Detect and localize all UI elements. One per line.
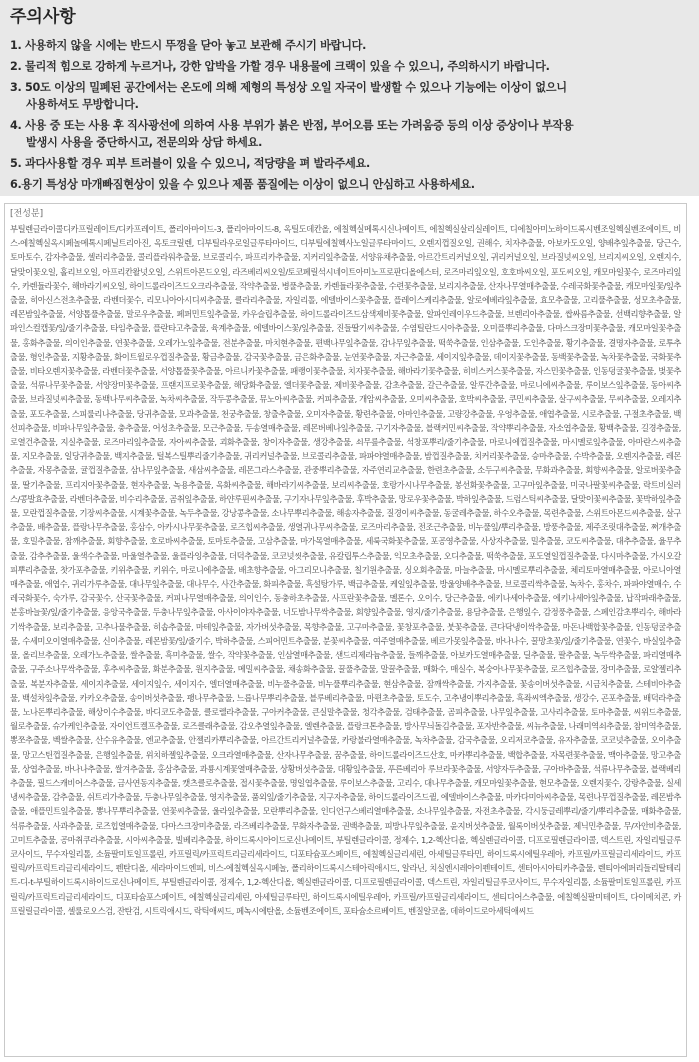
caution-list (10, 37, 689, 193)
caution-item-2 (10, 58, 689, 75)
caution-item-6 (10, 176, 689, 193)
caution-item-text: 4. 사용 중 또는 사용 후 직사광선에 의하여 사용 부위가 붉은 반점, 부어오름 또는 가려움증 등의 이상 증상이나 부작용 (10, 119, 574, 132)
caution-item-4 (10, 117, 689, 151)
caution-item-text-continued: 발생시 사용을 중단하시고, 전문의와 상담 하세요. (26, 136, 263, 149)
ingredients-box (4, 203, 687, 1057)
caution-item-text: 3. 50도 이상의 밀폐된 공간에서는 온도에 의해 제형의 특성상 오일 자국이 발생할 수 있으나 기능에는 이상이 없으니 (10, 81, 567, 94)
caution-item-text: 2. 물리적 힘으로 강하게 누르거나, 강한 압박을 가할 경우 내용물에 크랙이 있을 수 있으니, 주의하시기 바랍니다. (10, 60, 550, 73)
caution-item-5 (10, 155, 689, 172)
caution-item-1 (10, 37, 689, 54)
caution-panel (0, 0, 699, 196)
caution-item-text: 5. 과다사용할 경우 피부 트러블이 있을 수 있으니, 적당량을 펴 발라주세요. (10, 157, 370, 170)
caution-item-text: 1. 사용하지 않을 시에는 반드시 뚜껑을 닫아 놓고 보관해 주시기 바랍니다. (10, 39, 367, 52)
caution-item-text: 6.용기 특성상 마개빠짐현상이 있을 수 있으나 제품 품질에는 이상이 없으니 안심하고 사용하세요. (10, 178, 475, 191)
caution-title: 주의사항 (10, 7, 76, 27)
ingredients-list-text: 부틸렌글라이콜디카프릴레이트/디카프레이트, 폴리아마이드-3, 폴리아마이드-8, 옥틸도데칸올, 에칠헥실메톡시신나메이트, 에칠헥실살리실레이트, 디에칠아미노하이드록시벤조일헥실벤조에이트, 비스-에칠헥실옥시페놀메톡시페닐트리아진, 옥토크릴렌, 디부틸라우로일글루타마이드, 디부틸에칠헥사노일글루타마이드, 오렌지껍질오일, 권해수, 치자추출물, 아보카도오일, 양배추잎추출물, 당근수, 토마토수, 감자추출물, 셀러리추출물, 콜리플라워추출물, 브로콜리수, 파프리카추출물, 지커리잎추출물, 서양유채추출물, 아르간트리커널오일, 귀리커널오일, 브라질넛씨오일, 브리지씨오일, 오렌지수, 달맞이꽃오일, 홀리브오일, 아프리칸왈넛오일, 스위트아몬드오일, 라즈베리씨오일/토코페릴석시네이트아미노프로판디올에스터, 로즈마리잎오일, 호호바씨오일, 포도씨오일, 캐모마일꽃수, 로즈마리잎수, 카렌듈라꽃수, 해바라기씨오일, 하이드롤라이즈드오크라추출물, 작약추출물, 병풀추출물, 카렌듈라꽃추출물, 수련꽃추출물, 보리지추출물, 산자나무열매추출물, 수레국화꽃추출물, 캐모마일꽃/잎추출물, 히아신스전초추출물, 라벤더꽃수, 리모니아아시디씨추출물, 클라리추출물, 자일리톨, 에델바이스꽃추출물, 플레이스케리추출물, 알로에베라잎추출물, 효모추출물, 고리풀추출물, 성모초추출물, 레몬밤잎추출물, 서양톱풀추출물, 말로우추출물, 페퍼민트잎추출물, 카우슬립추출물, 하이드롤라이즈드삼색제비꽃추출물, 알파인레이우드추출물, 브렌리아추출물, 쌉싸름추출물, 선백리향추출물, 알파인스컬캡꽃/잎/줄기추출물, 타임추출물, 플란타고추출물, 육계추출물, 에델바이스꽃/잎추출물, 진들딸기씨추출물, 수염틸란드시아추출물, 오미플뿌리추출물, 다마스크장미꽃추출물, 캐모마일꽃추출물, 홍화추출물, 의이인추출물, 연꽃추출물, 오레가노잎추출물, 전분추출물, 마치현추출물, 편백나무잎추출물, 감나무잎추출물, 떡쑥추출물, 인삼추출물, 도인추출물, 황기추출물, 결명자추출물, 로투추출물, 형인추출물, 지황추출물, 화이트윌로우껍질추출물, 황금추출물, 감국꽃추출물, 금은화추출물, 눈연꽃추출물, 자근추출물, 세이지잎추출물, 데이지꽃추출물, 동백꽃추출물, 녹차꽃추출물, 국화꽃추출물, 비타오렌지꽃추출물, 라벤더꽃추출물, 서양톱풀꽃추출물, 아르니카꽃추출물, 패랭이꽃추출물, 치자꽃추출물, 해바라기꽃추출물, 히비스커스꽃추출물, 자스민꽃추출물, 인동덩굴꽃추출물, 벚꽃추출물, 석류나무꽃추출물, 서양장미꽃추출물, 프랜지프로꽃추출물, 해당화추출물, 엘더꽃추출물, 제비꽃추출물, 감초추출물, 갈근추출물, 알루간추출물, 마로니에씨추출물, 루이보스잎추출물, 동아씨추출물, 브라질넛씨추출물, 동백나무씨추출물, 녹차씨추출물, 작두콩추출물, 뮤노아씨추출물, 커피추출물, 개암씨추출물, 오미씨추출물, 호박씨추출물, 쿠민씨추출물, 살구씨추출물, 무씨추출물, 오레지추출물, 포도추출물, 스피룰리나추출물, 당귀추출물, 모과추출물, 천궁추출물, 창출추출물, 오미자추출물, 황련추출물, 아마인추출물, 고량강추출물, 우엉추출물, 애엽추출물, 시로추출물, 구절초추출물, 백선피추출물, 비파나무잎추출물, 충추출물, 어성초추출물, 모근추출물, 두송열매추출물, 레몬버베나잎추출물, 구기자추출물, 블랙커민씨추출물, 작약뿌리추출물, 자소엽추출물, 황백추출물, 길경추출물, 로열건추출물, 지실추출물, 로즈마리잎추출물, 자아씨추출물, 괴화추출물, 창이자추출물, 생강추출물, 쇠무릎추출물, 석창포뿌리/줄기추출물, 마로니에껍질추출물, 마시멜로잎추출물, 아마란스씨추출물, 지모추출물, 일당귀추출물, 백지추출물, 털복스틸뿌리줄기추출물, 귀리커널추출물, 브로콜리추출물, 파파야열매추출물, 밤껍질추출물, 치커리꽃추출물, 승마추출물, 수박추출물, 오렌지추출물, 레몬추출물, 자몽추출물, 귤껍질추출물, 삼나무잎추출물, 새삼씨추출물, 레몬그라스추출물, 관중뿌리추출물, 자주연리교추출물, 한련초추출물, 소두구씨추출물, 무화과추출물, 회향씨추출물, 알로버꽃추출물, 딸기추출물, 프리지아꽃추출물, 현자추출물, 녹용추출물, 옥화씨추출물, 해바라기씨추출물, 보리씨추출물, 호랑가시나무추출물, 봉선화꽃추출물, 고구마잎추출물, 미국나팔꽃씨추출물, 락트비실러스/콩발효추출물, 라벤더추출물, 비수리추출물, 곰취잎추출물, 하얀루핀씨추출물, 구기자나무잎추출물, 후박추출물, 망로우꽃추출물, 박하잎추출물, 드럼스틱씨추출물, 달맞이꽃씨추출물, 꽃박하잎추출물, 모란껍질추출물, 기장씨추출물, 시계꽃추출물, 녹두추출물, 강낭콩추출물, 소나무뿌리추출물, 해송자추출물, 질경이씨추출물, 동굴레추출물, 하수오추출물, 목련추출물, 스위트아몬드씨추출물, 살구추출물, 배추출물, 플랑나무추출물, 홍삼수, 아카시나무꽃추출물, 로즈힙씨추출물, 생열귀나무씨추출물, 로즈마리추출물, 전조근추출물, 비누풀잎/뿌리추출물, 방풍추출물, 제주조릿대추출물, 쪄개추출물, 호밀추출물, 참깨추출물, 회향추출물, 호로바씨추출물, 토마토추출물, 고삼추출물, 마가목열매추출물, 세룩국화꽃추출물, 포공영추출물, 사상자추출물, 밀추출물, 코도씨추출물, 대추추출물, 율무추출물, 감추추출물, 울색수추출물, 마울열추출물, 울플라잉추출물, 더덕추출물, 코코넛씻추출물, 유칼립투스추출물, 익모초추출물, 오디추출물, 떡쑥추출물, 포도열일껍질추출물, 다시마추출물, 가시오갈피뿌리추출물, 찻가포추출물, 키위추출물, 키위수, 마로니에추출물, 배초향추출물, 아그리모니추출물, 칠기원추출물, 싱오회추출물, 마늘추출물, 마시멜로뿌리추출물, 체리토마열매추출물, 아로니아열매추출물, 애엽수, 귀리가루추출물, 대나무잎추출물, 대나무수, 사간추출물, 화피추출물, 흑설탕가루, 백급추출물, 케일잎추출물, 방울양배추추출물, 브로콜리싹추출물, 녹차수, 홍차수, 파파야열매수, 수레국화꽃수, 숙가루, 감국꽃수, 산국꽃추출물, 커피나무열매추출물, 의이인수, 동충하초추출물, 사프란꽃추출물, 멜론수, 오이수, 당근추출물, 에키나세아추출물, 에키나세아잎추출물, 납작파래추출물, 분홍바늘꽃/잎/줄기추출물, 응앙국추출물, 두충나무잎추출물, 아사이야자추출물, 너도밤나무싹추출물, 회향잎추출물, 영지/줄기추출물, 용담추출물, 은행잎수, 감정풍추출물, 스페인감초뿌리수, 해바라기싹추출물, 보리추출물, 고추나물추출물, 히솝추출물, 마테잎추출물, 자가버섯추출물, 목향추출물, 고구마추출물, 꽃창포추출물, 붓꽃추출물, 큰다닥냉이싹추출물, 마돈나백합꽃추출물, 인동덩굴추출물, 수세미오이열매추출물, 신이추출물, 레몬밤꽃/잎/줄기수, 박하추출물, 스피어민트추출물, 분꽃씨추출물, 여주열매추출물, 베르가못잎추출물, 바나나수, 꿀망초꽃/잎/줄기추출물, 연꽃수, 바실잎추출물, 올리브추출물, 오레가노추출물, 쌀추출물, 흑미추출물, 쌀수, 작약꽃추출물, 인삼열매추출물, 샌드리제라늄추출물, 들깨추출물, 아보카도열매추출물, 딜추출물, 팔추출물, 녹두싹추출물, 파리열매추출물, 구주소나무싹추출물, 후추씨추출물, 화분추출물, 원지추출물, 메밀씨추출물, 채송화추출물, 꿀풀추출물, 말꿀추출물, 매화수, 매실수, 복숭아나무꽃추출물, 로즈힙추출물, 장미추출물, 로얄젤리추출물, 복분자추출물, 세이지추출물, 세이지잎수, 세이지수, 엘더열매추출물, 비누풀추출물, 비누풀뿌리추출물, 현삼추출물, 잠깨싹추출물, 가지추출물, 꽃송이버섯추출물, 시금치추출물, 스테비아추출물, 백설차잎추출물, 카카오추출물, 송이버섯추출물, 팽나무추출물, 느릅나무뿌리추출물, 블루베리추출물, 마편초추출물, 토도수, 고추냉이뿌리추출물, 흑좌씨엑추출물, 생강수, 곤포추출물, 배덕라추출물, 노나돈뿌리추출물, 해상이수추출물, 바디코도추출물, 클로렐라추출물, 구아커추출물, 큰실말추출물, 청각추출물, 검태추출물, 곰피추출물, 나무잎추출물, 고사리추출물, 토마추출물, 씨위드추출물, 월로추출물, 슈가케인추출물, 자이언트켈프추출물, 로즈클래추출물, 감오추열잎추출물, 엘렌추출물, 플랑크톤추출물, 방사무늬돌김추출물, 포자반추출물, 씨뉴추출물, 나래미역쇠추출물, 참미역추출물, 뽕쪼추출물, 벡쌀추출물, 산수유추출물, 엔교추출물, 안젤리카뿌리추출물, 아르간트리커널추출물, 카랑불라열매추출물, 녹차추출물, 감국추출물, 오리저코추출물, 유자추출물, 코코넛추출물, 오이추출물, 망고스틴껍질추출물, 은행잎추출물, 위치하젤잎추출물, 오크라열매추출물, 산자나무추출물, 꿈추출물, 하이드롤라이즈드산호, 마카뿌리추출물, 백합추출물, 자목련꽃추출물, 맥아추출물, 망고추출물, 상엽추출물, 바나나추출물, 쌀겨추출물, 홍삼추출물, 과룡시계꽃열매추출물, 상황버섯추출물, 대황잎추출물, 푸른베리아 루브라꽃추출물, 서양자두추출물, 구아바추출물, 석류나무추출물, 블랙베리추출물, 필드스캐비어스추출물, 금사연동지추출물, 캣츠클로추출물, 접시꽃추출물, 명일엽추출물, 루이보스추출물, 고리수, 대나무추출물, 캐모마일꽃추출물, 현모추출물, 오렌지꽃수, 강랑추출물, 실세냉씨추출물, 감추출물, 쉬트리가추출물, 두충나무잎추출물, 영지추출물, 품외잎/줄기추출물, 지구자추출물, 하이드롤라이즈드퀼, 에델바이스추출물, 마카다미아씨추출물, 목련나무껍질추출물, 레몬밤추출물, 애플민트잎추출물, 뽕나무뿌리추출물, 연꽃씨추출물, 울라잎추출물, 모란뿌리추출물, 인디언구스베리열매추출물, 소나무잎추출물, 자전초추출물, 각시둥글레뿌리/줄기/뿌리추출물, 매화추출물, 석류추출물, 사과추출물, 로즈힙열매추출물, 다마스크장미추출물, 라즈베리추출물, 무화자추출물, 권백추출물, 피방나무잎추출물, 윤지버섯추출물, 월록이버섯추출물, 제닉민추출물, 무/자안비추출물, 고미트추출물, 공마취쿠라추출물, 시아씨추출물, 빌베리추출물, 하이드록시아이드로신나메이트, 부틸렌글라이콜, 정제수, 1,2-헥산디올, 헥실렌글라이콜, 디프로필렌글라이콜, 덱스트린, 자일리틸글루코사이드, 무수자일리톨, 소듐팔미토일프롤린, 카프릴릭/카프릭트리글리세라이드, 디포타슘포스페이트, 에칠헥실글리세린, 아세틸글루타민, 하이드록시에틸우레아, 카프릴/카프릴글리세라이드, 카프릴릭/카프릭트리글리세라이드, 펜탄디올, 세라마이드엔피, 비스-에칠헥실옥시페놀, 폴리하이드록시스테아릭애시드, 알라닌, 치실엔시레아이펜테이트, 센터아시아티카추출물, 렌티아에퍼리들리탈테리트-디-t-부틸하이드록시하이드로신나메이트, 부틸렌글라이콜, 정제수, 1,2-헥산디올, 헥실렌글라이콜, 디프로필렌글라이콜, 덱스트린, 자일리틸글루코사이드, 무수자일리톨, 소듐팔미토일프롤린, 카프릴릭/카프릭트리글리세라이드, 디포타슘포스페이트, 에칠헥실글리세린, 아세틸글루타민, 하이드록시에틸우레아, 카프릴/카프릴글리세라이드, 센티디어스추출물, 에칠헥실팔미테이트, 다이메치콘, 카프릴릴글라이콜, 셀룰로오스검, 잔탄검, 시트릭애시드, 락틱애씨드, 페녹시에탄올, 소듐벤조에이트, 포타슘소르베이트, 벤질알코올, 데하이드로아세틱애씨드 (10, 224, 681, 916)
caution-item-3 (10, 79, 689, 113)
ingredients-title: [전성분] (10, 209, 44, 219)
caution-item-text-continued: 사용하셔도 무방합니다. (26, 98, 139, 111)
